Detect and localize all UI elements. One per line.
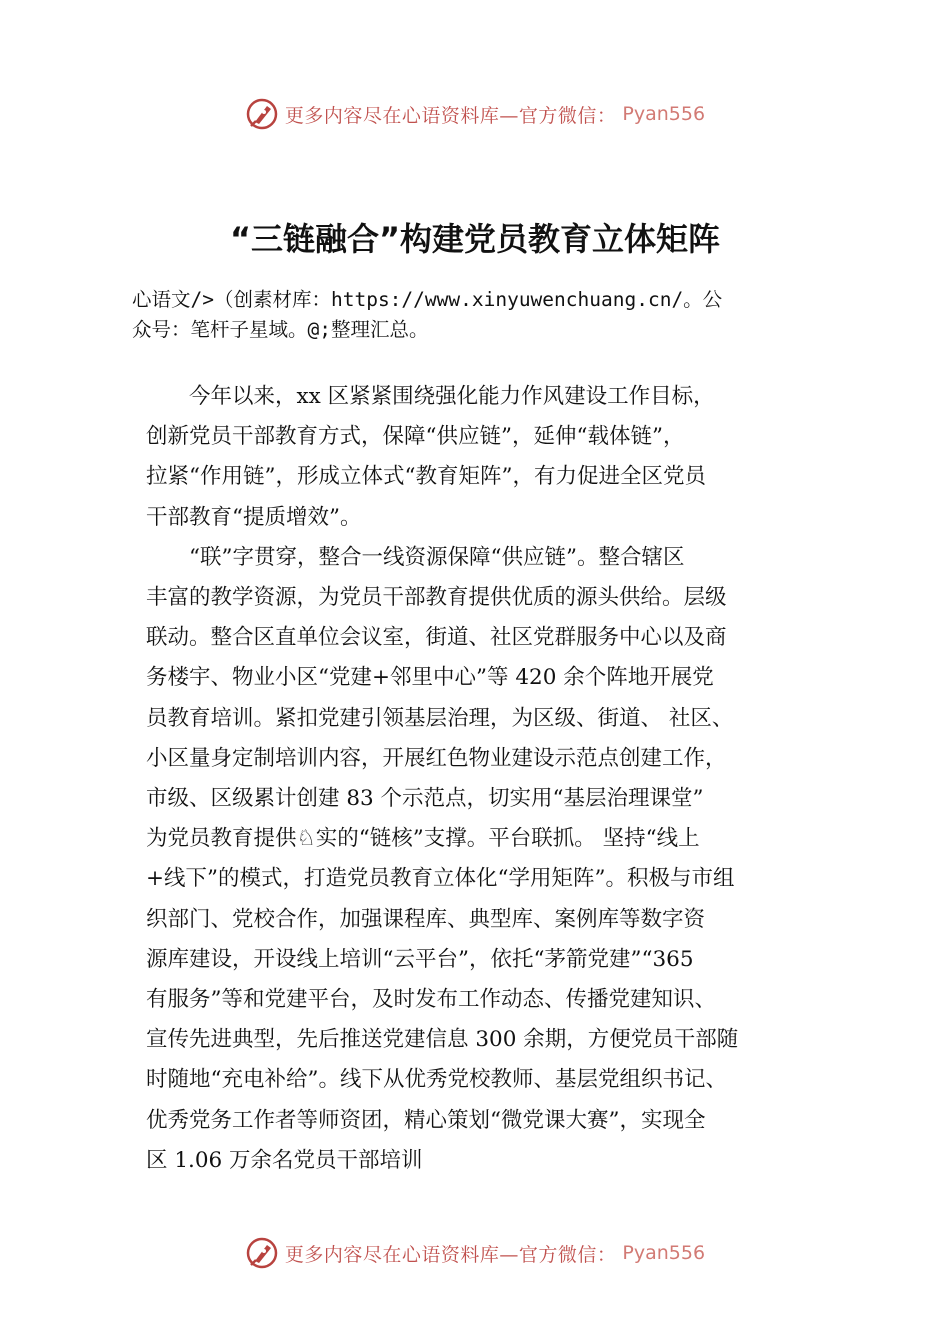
pen-nib-seal-logo-icon <box>245 1236 279 1270</box>
body-line: 创新党员干部教育方式，保障“供应链”，延伸“载体链”， <box>146 424 685 450</box>
body-line: 源库建设，开设线上培训“云平台”，依托“茅箭党建”“365 <box>146 946 694 972</box>
body-line: “联”字贯穿，整合一线资源保障“供应链”。整合辖区 <box>146 544 685 570</box>
body-line: +线下”的模式，打造党员教育立体化“学用矩阵”。积极与市组 <box>146 866 735 892</box>
banner-text: 更多内容尽在心语资料库—官方微信： <box>284 1243 617 1266</box>
pen-nib-seal-logo-icon <box>245 97 279 131</box>
source-line: 众号：笔杆子星域。@;整理汇总。 <box>132 318 429 341</box>
body-line: 拉紧“作用链”，形成立体式“教育矩阵”，有力促进全区党员 <box>146 464 706 490</box>
body-line: 丰富的教学资源，为党员干部教育提供优质的源头供给。层级 <box>146 585 727 611</box>
body-line: 为党员教育提供♘实的“链核”支撑。平台联抓。 坚持“线上 <box>146 826 700 852</box>
body-line: 务楼宇、物业小区“党建+邻里中心”等 420 余个阵地开展党 <box>146 665 714 691</box>
body-line: 有服务”等和党建平台，及时发布工作动态、传播党建知识、 <box>146 987 716 1013</box>
banner-text: 更多内容尽在心语资料库—官方微信： <box>284 104 617 127</box>
document-body <box>146 377 826 1181</box>
body-line: 区 1.06 万余名党员干部培训 <box>146 1147 423 1173</box>
banner-wechat-id: Pyan556 <box>622 103 706 125</box>
source-note <box>132 285 832 345</box>
document-title: “三链融合”构建党员教育立体矩阵 <box>229 220 721 258</box>
body-line: 联动。整合区直单位会议室，街道、社区党群服务中心以及商 <box>146 625 727 651</box>
body-line: 织部门、党校合作，加强课程库、典型库、案例库等数字资 <box>146 906 706 932</box>
banner-wechat-id: Pyan556 <box>622 1242 706 1264</box>
body-line: 宣传先进典型，先后推送党建信息 300 余期，方便党员干部随 <box>146 1027 739 1053</box>
header-banner <box>0 94 950 134</box>
body-line: 员教育培训。紧扣党建引领基层治理，为区级、街道、 社区、 <box>146 705 734 731</box>
body-line: 今年以来，xx 区紧紧围绕强化能力作风建设工作目标， <box>146 384 715 409</box>
body-line: 时随地“充电补给”。线下从优秀党校教师、基层党组织书记、 <box>146 1067 727 1093</box>
body-line: 优秀党务工作者等师资团，精心策划“微党课大赛”，实现全 <box>146 1107 706 1133</box>
footer-banner <box>0 1233 950 1273</box>
body-line: 市级、区级累计创建 83 个示范点，切实用“基层治理课堂” <box>146 786 704 812</box>
body-line: 小区量身定制培训内容，开展红色物业建设示范点创建工作， <box>146 745 727 771</box>
body-line: 干部教育“提质增效”。 <box>146 504 362 530</box>
source-line: 心语文/>（创素材库：https://www.xinyuwenchuang.cn/。公 <box>132 288 723 311</box>
